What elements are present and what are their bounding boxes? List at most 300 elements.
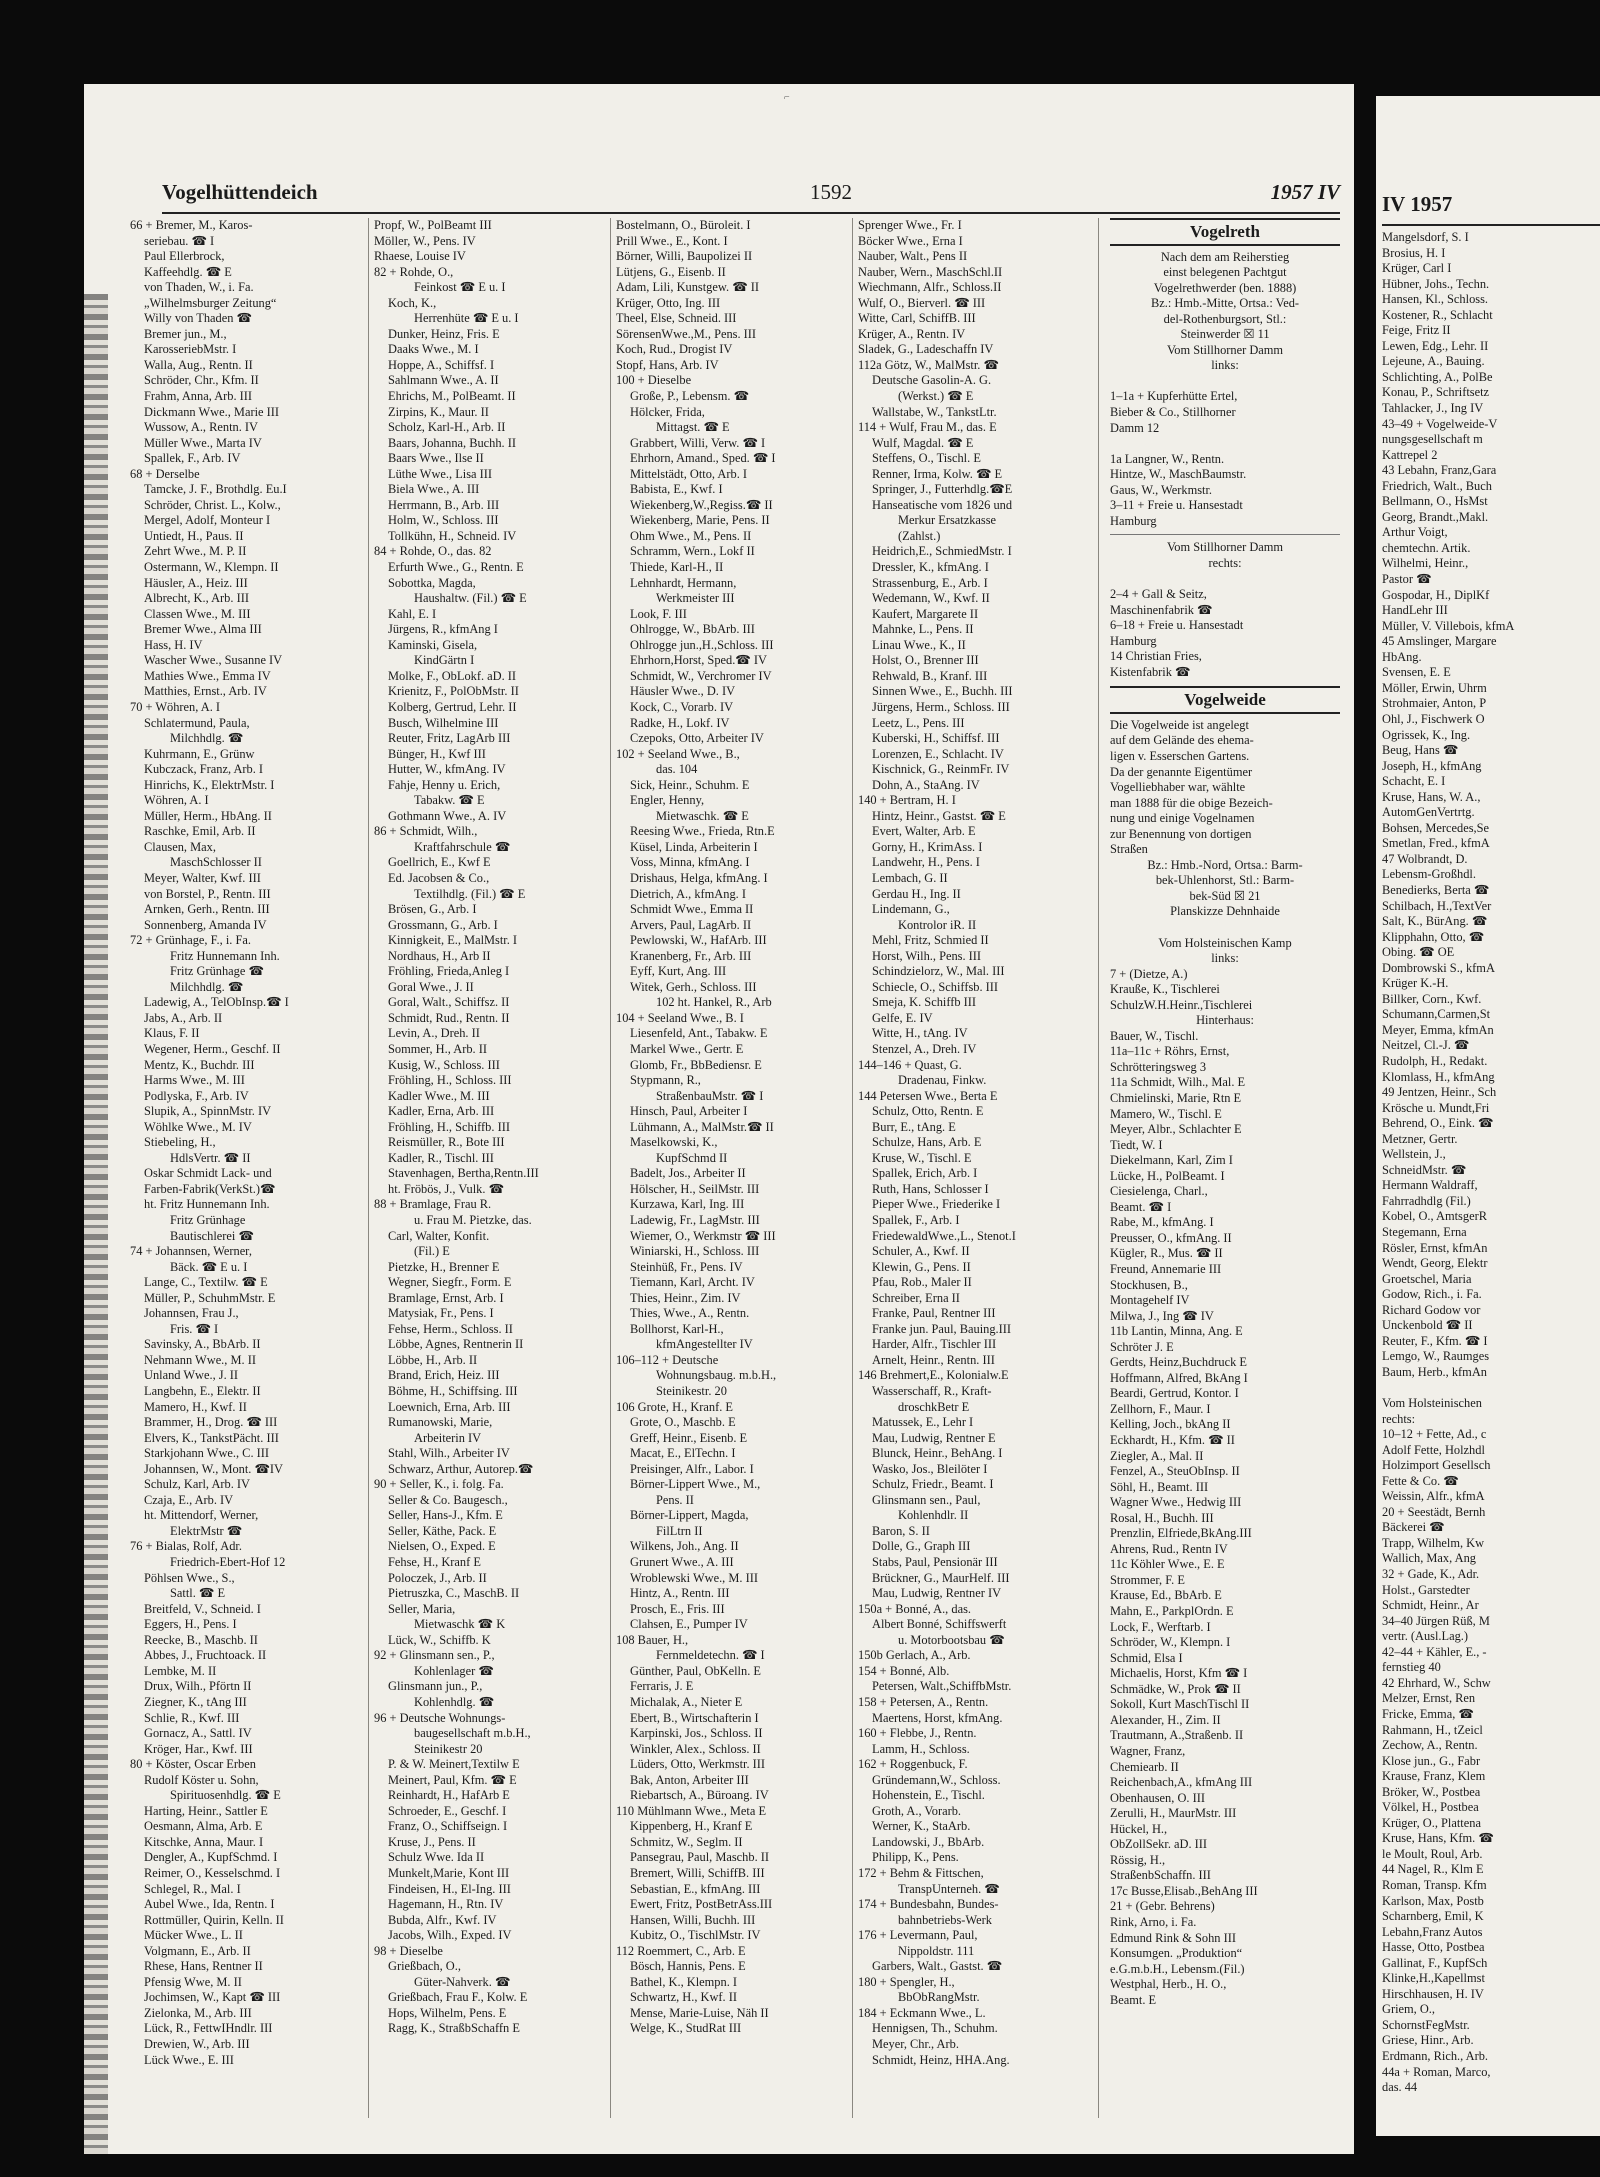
directory-entry: Schlie, R., Kwf. III [144, 1710, 240, 1725]
directory-entry: Wroblewski Wwe., M. III [630, 1570, 758, 1585]
directory-entry: Wohnungsbaug. m.b.H., [656, 1368, 777, 1383]
section-title-vogelweide: Vogelweide [1110, 686, 1340, 714]
directory-entry: Schreiber, Erna II [872, 1290, 960, 1305]
directory-entry: Steinhüß, Fr., Pens. IV [630, 1259, 743, 1274]
directory-entry: Gelfe, E. IV [872, 1010, 933, 1025]
directory-entry: Rhaese, Louise IV [374, 249, 466, 264]
directory-entry: Hansen, Kl., Schloss. [1382, 292, 1489, 307]
directory-entry: Gaus, W., Werkmstr. [1110, 482, 1213, 497]
directory-entry: StraßenbSchaffn. III [1110, 1868, 1211, 1883]
directory-entry: Welge, K., StudRat III [630, 2021, 742, 2036]
directory-entry: Hohenstein, E., Tischl. [872, 1788, 985, 1803]
directory-entry: Carl, Walter, Konfit. [388, 1228, 490, 1243]
directory-entry: 11c Köhler Wwe., E. E [1110, 1557, 1225, 1572]
directory-entry: Rabe, M., kfmAng. I [1110, 1215, 1214, 1230]
directory-entry: 160 + Flebbe, J., Rentn. [858, 1726, 977, 1741]
directory-entry: Pansegrau, Paul, Maschb. II [630, 1850, 770, 1865]
directory-entry: Schrötteringsweg 3 [1110, 1059, 1207, 1074]
directory-entry: vertr. (Ausl.Lag.) [1382, 1629, 1469, 1644]
directory-entry: Arnelt, Heinr., Rentn. III [872, 1352, 995, 1367]
directory-entry: Brand, Erich, Heiz. III [388, 1368, 500, 1383]
directory-entry: u. Motorbootsbau ☎ [898, 1632, 1005, 1647]
column-4 [858, 218, 1088, 2068]
directory-entry: Kügler, R., Mus. ☎ II [1110, 1246, 1223, 1261]
directory-entry: Hinterhaus: [1196, 1013, 1254, 1028]
directory-entry: 42–44 + Kähler, E., - [1382, 1644, 1487, 1659]
directory-entry: 11a–11c + Röhrs, Ernst, [1110, 1044, 1230, 1059]
directory-entry: Freund, Annemarie III [1110, 1262, 1222, 1276]
directory-entry: Werner, K., StaArb. [872, 1819, 971, 1834]
directory-entry: Karlson, Max, Postb [1382, 1893, 1484, 1908]
directory-entry: Dohn, A., StaAng. IV [872, 777, 980, 792]
directory-entry: Munkelt,Marie, Kont III [388, 1865, 510, 1880]
directory-entry: Badelt, Jos., Arbeiter II [630, 1166, 746, 1181]
directory-entry: Stegemann, Erna [1382, 1225, 1467, 1239]
directory-entry: 98 + Dieselbe [374, 1943, 443, 1958]
directory-entry: Mehl, Fritz, Schmied II [872, 933, 989, 948]
directory-entry: Nehmann Wwe., M. II [144, 1352, 256, 1367]
directory-entry: Babista, E., Kwf. I [630, 482, 723, 497]
directory-entry: Meyer, Albr., Schlachter E [1110, 1122, 1242, 1137]
directory-entry: Rumanowski, Marie, [388, 1415, 493, 1430]
directory-entry: KarosseriebMstr. I [144, 342, 237, 357]
directory-entry: Arnken, Gerh., Rentn. III [144, 902, 270, 917]
directory-entry: Rahmann, H., tZeicl [1382, 1722, 1483, 1737]
directory-entry: Bremer Wwe., Alma III [144, 622, 262, 637]
directory-entry: man 1888 für die obige Bezeich- [1110, 795, 1273, 810]
directory-entry [1382, 1380, 1600, 1396]
directory-entry: Haushaltw. (Fil.) ☎ E [414, 591, 527, 606]
directory-entry: Deutsche Gasolin-A. G. [872, 373, 992, 388]
directory-entry: Paul Ellerbrock, [144, 249, 225, 264]
directory-entry: Kruse, Hans, Kfm. ☎ [1382, 1831, 1494, 1846]
directory-entry: Nielsen, O., Exped. E [388, 1539, 496, 1554]
directory-entry: Pietruszka, C., MaschB. II [388, 1586, 520, 1601]
column-divider [610, 218, 611, 2118]
directory-entry: Nach dem am Reiherstieg [1160, 249, 1290, 264]
directory-entry: Kahl, E. I [388, 606, 437, 621]
directory-entry: Dressler, K., kfmAng. I [872, 560, 989, 575]
directory-entry: Metzner, Gertr. [1382, 1131, 1458, 1146]
directory-entry: Oesmann, Alma, Arb. E [144, 1819, 263, 1834]
directory-entry: Ladewig, Fr., LagMstr. III [630, 1213, 760, 1227]
directory-entry: Sonnenberg, Amanda IV [144, 917, 267, 932]
directory-entry: rechts: [1382, 1411, 1416, 1426]
directory-entry: Seller, Hans-J., Kfm. E [388, 1508, 503, 1523]
directory-entry: ht. Fröbös, J., Vulk. ☎ [388, 1181, 505, 1196]
directory-entry: Vom Holsteinischen Kamp [1158, 935, 1292, 950]
directory-entry: Linau Wwe., K., II [872, 637, 966, 652]
directory-entry: Stenzel, A., Dreh. IV [872, 1041, 977, 1056]
directory-entry: Kontrolor iR. II [898, 917, 977, 932]
directory-entry: 172 + Behm & Fittschen, [858, 1865, 984, 1880]
directory-entry: Baars Wwe., Ilse II [388, 451, 484, 466]
directory-entry: 162 + Roggenbuck, F. [858, 1757, 968, 1772]
directory-entry: Eyff, Kurt, Ang. III [630, 964, 727, 979]
directory-entry: Häusler Wwe., D. IV [630, 684, 736, 699]
directory-entry: 158 + Petersen, A., Rentn. [858, 1694, 989, 1709]
directory-entry: Aubel Wwe., Ida, Rentn. I [144, 1897, 275, 1912]
directory-entry: Ziegner, K., tAng III [144, 1694, 247, 1709]
directory-entry: Wöhren, A. I [144, 793, 209, 808]
directory-entry: Lembke, M. II [144, 1663, 217, 1678]
directory-entry: Hamburg [1110, 513, 1157, 528]
directory-entry: Hirschhausen, H. IV [1382, 1986, 1484, 2001]
directory-entry: Schmidt, W., Verchromer IV [630, 668, 772, 683]
directory-entry: Albrecht, K., Arb. III [144, 591, 249, 606]
directory-entry: Schmidt, Heinz, HHA.Ang. [872, 2052, 1010, 2067]
directory-entry: Brammer, H., Drog. ☎ III [144, 1415, 278, 1430]
directory-page-left [84, 84, 1354, 2154]
directory-entry: 44 Nagel, R., Klm E [1382, 1862, 1484, 1877]
directory-entry: Hansen, Willi, Buchh. III [630, 1912, 756, 1927]
directory-entry: Reimer, O., Kesselschmd. I [144, 1865, 281, 1880]
directory-entry: Bramlage, Ernst, Arb. I [388, 1290, 504, 1305]
directory-entry: Klipphahn, Otto, ☎ [1382, 929, 1485, 944]
directory-entry: Kostener, R., Schlacht [1382, 307, 1493, 322]
directory-entry: Schwarz, Arthur, Autorep.☎ [388, 1461, 534, 1476]
directory-entry: „Wilhelmsburger Zeitung“ [144, 295, 277, 310]
directory-entry: 150b Gerlach, A., Arb. [858, 1648, 971, 1663]
directory-entry: Landowski, J., BbArb. [872, 1834, 985, 1849]
directory-entry: Goral Wwe., J. II [388, 979, 474, 994]
directory-entry: Beamt. ☎ I [1110, 1199, 1172, 1214]
directory-entry: Arvers, Paul, LagArb. II [630, 917, 752, 932]
directory-entry: Fröhling, Frieda,Anleg I [388, 964, 510, 979]
directory-entry: Kinnigkeit, E., MalMstr. I [388, 933, 518, 948]
directory-entry: TranspUnterneh. ☎ [898, 1881, 1000, 1896]
directory-entry: Schulz, Friedr., Beamt. I [872, 1477, 994, 1492]
directory-entry: links: [1211, 358, 1239, 373]
directory-entry: Smetlan, Fred., kfmA [1382, 836, 1490, 851]
directory-entry: 76 + Bialas, Rolf, Adr. [130, 1539, 242, 1554]
directory-entry: 66 + Bremer, M., Karos- [130, 218, 253, 232]
directory-entry: Dradenau, Finkw. [898, 1073, 987, 1088]
directory-entry: Engler, Henny, [630, 793, 705, 808]
directory-entry: 11b Lantin, Minna, Ang. E [1110, 1324, 1243, 1339]
directory-entry: Reichenbach,A., kfmAng III [1110, 1775, 1253, 1790]
directory-entry: Rudolf Köster u. Sohn, [144, 1772, 259, 1787]
directory-entry: Hanseatische vom 1826 und [872, 497, 1013, 512]
right-page-header: IV 1957 [1382, 192, 1453, 216]
page-spine-shadow [84, 294, 108, 2154]
section-title-vogelreth: Vogelreth [1110, 218, 1340, 246]
directory-entry: Mahnke, L., Pens. II [872, 622, 974, 637]
directory-entry: Hass, H. IV [144, 637, 203, 652]
directory-entry: Starkjohann Wwe., C. III [144, 1446, 270, 1461]
directory-entry: Ohlrogge, W., BbArb. III [630, 622, 755, 637]
directory-entry: Stabs, Paul, Pensionär III [872, 1555, 998, 1570]
directory-entry: Bostelmann, O., Büroleit. I [616, 218, 751, 232]
directory-entry: Hagemann, H., Rtn. IV [388, 1897, 504, 1912]
directory-entry: Große, P., Lebensm. ☎ [630, 389, 750, 404]
directory-entry: Mietwaschk ☎ K [414, 1617, 506, 1632]
directory-entry: Krüger, Carl I [1382, 261, 1452, 276]
directory-entry: SchneidMstr. ☎ [1382, 1162, 1467, 1177]
directory-entry: Goral, Walt., Schiffsz. II [388, 995, 510, 1010]
directory-entry: ht. Fritz Hunnemann Inh. [144, 1197, 270, 1212]
directory-entry: 114 + Wulf, Frau M., das. E [858, 420, 997, 435]
directory-entry: 184 + Eckmann Wwe., L. [858, 2005, 986, 2020]
directory-entry: Wöhlke Wwe., M. IV [144, 1119, 252, 1134]
directory-entry: Gerdau H., Ing. II [872, 886, 961, 901]
directory-entry: Spallek, F., Arb. I [872, 1213, 960, 1227]
directory-entry: Nauber, Walt., Pens II [858, 249, 968, 264]
directory-entry: Harting, Heinr., Sattler E [144, 1803, 268, 1818]
directory-entry: Tiemann, Karl, Archt. IV [630, 1275, 755, 1290]
directory-entry: Schlichting, A., PolBe [1382, 369, 1493, 384]
directory-entry: Witte, H., tAng. IV [872, 1026, 968, 1041]
directory-entry: Kadler, R., Tischl. III [388, 1150, 494, 1165]
directory-entry: Fritz Grünhage [170, 1213, 246, 1227]
directory-entry: Spallek, F., Arb. IV [144, 451, 241, 466]
directory-entry: Tamcke, J. F., Brothdlg. Eu.I [144, 482, 287, 497]
directory-entry: Seller, Maria, [388, 1601, 456, 1616]
column-divider [1098, 218, 1099, 2118]
directory-entry: Bröker, W., Postbea [1382, 1784, 1481, 1799]
directory-entry: Kohlenhdlr. II [898, 1508, 969, 1523]
vogelweide-entries [1110, 718, 1340, 2008]
directory-entry: Hamburg [1110, 633, 1157, 648]
directory-entry: 112a Götz, W., MalMstr. ☎ [858, 357, 999, 372]
directory-entry: Fritz Hunnemann Inh. [170, 948, 280, 963]
directory-entry: Clausen, Max, [144, 839, 216, 854]
directory-entry: Ohl, J., Fischwerk O [1382, 711, 1485, 726]
directory-entry: ObZollSekr. aD. III [1110, 1837, 1208, 1852]
directory-entry: Fahje, Henny u. Erich, [388, 777, 501, 792]
directory-entry: Kohlenhdlg. ☎ [414, 1694, 495, 1709]
directory-entry: Ed. Jacobsen & Co., [388, 870, 490, 885]
directory-entry: 6–18 + Freie u. Hansestadt [1110, 618, 1244, 633]
directory-entry: Lock, F., Werftarb. I [1110, 1619, 1211, 1634]
directory-entry: Wiemer, O., Werkmstr ☎ III [630, 1228, 776, 1243]
directory-entry: e.G.m.b.H., Lebensm.(Fil.) [1110, 1961, 1245, 1976]
directory-entry: Lühmann, A., MalMstr.☎ II [630, 1119, 774, 1134]
directory-entry: Hintze, W., MaschBaumstr. [1110, 467, 1247, 482]
directory-entry: Meinert, Paul, Kfm. ☎ E [388, 1772, 517, 1787]
directory-entry: Möller, W., Pens. IV [374, 233, 476, 248]
directory-entry: Krause, Franz, Klem [1382, 1769, 1486, 1784]
directory-entry: Czaja, E., Arb. IV [144, 1492, 234, 1507]
directory-entry: Lamm, H., Schloss. [872, 1741, 970, 1756]
directory-entry: rechts: [1208, 555, 1242, 570]
directory-entry: Schmidt, Heinr., Ar [1382, 1598, 1479, 1613]
directory-entry: Langbehn, E., Elektr. II [144, 1384, 261, 1399]
directory-entry: 82 + Rohde, O., [374, 264, 454, 279]
directory-entry: Scholz, Karl-H., Arb. II [388, 420, 506, 435]
directory-entry: Winkler, Alex., Schloss. II [630, 1741, 761, 1756]
directory-entry: von Thaden, W., i. Fa. [144, 280, 254, 295]
directory-entry: Hops, Wilhelm, Pens. E [388, 2005, 507, 2020]
directory-entry: Montagehelf IV [1110, 1293, 1190, 1308]
directory-entry: Mangelsdorf, S. I [1382, 230, 1469, 244]
directory-entry: Clahsen, E., Pumper IV [630, 1617, 748, 1632]
directory-entry: HbAng. [1382, 649, 1422, 664]
directory-entry: Adolf Fette, Holzhdl [1382, 1442, 1485, 1457]
directory-entry: Dickmann Wwe., Marie III [144, 404, 279, 419]
directory-entry: Kranenberg, Fr., Arb. III [630, 948, 752, 963]
column-5 [1110, 218, 1340, 2008]
directory-entry: Dolle, G., Graph III [872, 1539, 971, 1554]
directory-entry: Ehrichs, M., PolBeamt. II [388, 389, 516, 404]
directory-entry: Börner-Lippert, Magda, [630, 1508, 749, 1523]
directory-entry: Schmädke, W., Prok ☎ II [1110, 1681, 1241, 1696]
directory-entry: Hutter, W., kfmAng. IV [388, 762, 506, 777]
directory-entry: Thies, Wwe., A., Rentn. [630, 1306, 750, 1321]
directory-entry: Grote, O., Maschb. E [630, 1415, 736, 1430]
directory-entry: Schiecle, O., Schiffsb. III [872, 979, 999, 994]
directory-entry: Pfensig Wwe, M. II [144, 1974, 242, 1989]
directory-entry: Sick, Heinr., Schuhm. E [630, 777, 750, 792]
directory-entry: Heidrich,E., SchmiedMstr. I [872, 544, 1012, 559]
directory-entry: 34–40 Jürgen Rüß, M [1382, 1613, 1490, 1628]
directory-entry: Winiarski, H., Schloss. III [630, 1244, 760, 1259]
directory-entry: Billker, Corn., Kwf. [1382, 991, 1482, 1006]
directory-entry: Mense, Marie-Luise, Näh II [630, 2005, 769, 2020]
directory-entry: Bremer jun., M., [144, 326, 227, 341]
directory-entry: das. 104 [656, 762, 698, 777]
directory-entry: Matussek, E., Lehr I [872, 1415, 974, 1430]
directory-entry: Baum, Herb., kfmAn [1382, 1364, 1487, 1379]
directory-entry: Lüthe Wwe., Lisa III [388, 466, 493, 481]
directory-entry: (Zahlst.) [898, 528, 941, 543]
directory-entry: Drishaus, Helga, kfmAng. I [630, 870, 768, 885]
directory-entry: Grießbach, O., [388, 1959, 461, 1974]
directory-entry: Bz.: Hmb.-Mitte, Ortsa.: Ved- [1150, 296, 1300, 311]
directory-entry: Schulz, Otto, Rentn. E [872, 1104, 984, 1119]
directory-entry: Vom Stillhorner Damm [1166, 540, 1284, 555]
directory-entry: 74 + Johannsen, Werner, [130, 1244, 252, 1259]
directory-entry: Schindzielorz, W., Mal. III [872, 964, 1005, 979]
directory-entry: Schwartz, H., Kwf. II [630, 1990, 738, 2005]
directory-entry: Kadler Wwe., M. III [388, 1088, 490, 1103]
directory-entry: Hoffmann, Alfred, BkAng I [1110, 1370, 1248, 1385]
directory-entry: Wegner, Siegfr., Form. E [388, 1275, 512, 1290]
directory-entry: Wagner, Franz, [1110, 1743, 1186, 1758]
directory-entry: 92 + Glinsmann sen., P., [374, 1648, 495, 1663]
directory-entry: Wendt, Georg, Elektr [1382, 1256, 1488, 1271]
directory-entry: Hübner, Johs., Techn. [1382, 276, 1490, 291]
directory-entry: Rehwald, B., Kranf. III [872, 668, 988, 683]
directory-entry: Jürgens, R., kfmAng I [388, 622, 498, 637]
directory-entry: Gerdts, Heinz,Buchdruck E [1110, 1355, 1247, 1370]
directory-entry: Pietzke, H., Brenner E [388, 1259, 500, 1274]
directory-entry: bek-Uhlenhorst, Stl.: Barm- [1155, 873, 1295, 888]
directory-entry: Grießbach, Frau F., Kolw. E [388, 1990, 528, 2005]
directory-entry: Witte, Carl, SchiffB. III [858, 311, 976, 326]
directory-entry: Müller Wwe., Marta IV [144, 435, 262, 450]
directory-entry: Daaks Wwe., M. I [388, 342, 479, 357]
directory-entry: Löbbe, Agnes, Rentnerin II [388, 1337, 524, 1352]
directory-entry: Straßen [1110, 842, 1148, 857]
directory-entry: Tabakw. ☎ E [414, 793, 485, 808]
directory-entry: bek-Süd ☒ 21 [1189, 888, 1261, 903]
section-divider [1110, 534, 1340, 535]
directory-entry: Franke jun. Paul, Bauing.III [872, 1321, 1012, 1336]
directory-entry: Bz.: Hmb.-Nord, Ortsa.: Barm- [1147, 857, 1303, 872]
directory-entry: Maertens, Horst, kfmAng. [872, 1710, 1003, 1725]
directory-entry: Schlatermund, Paula, [144, 715, 250, 730]
directory-entry: Schacht, E. I [1382, 774, 1446, 789]
directory-entry: Kobel, O., AmtsgerR [1382, 1209, 1487, 1224]
directory-entry: Dombrowski S., kfmA [1382, 960, 1495, 975]
directory-entry: Grabbert, Willi, Verw. ☎ I [630, 435, 766, 450]
directory-entry: Kaufert, Margarete II [872, 606, 979, 621]
directory-entry: Burr, E., tAng. E [872, 1119, 956, 1134]
directory-entry: Mergel, Adolf, Monteur I [144, 513, 271, 528]
directory-entry: Krüger, O., Plattena [1382, 1815, 1481, 1830]
directory-entry: 100 + Dieselbe [616, 373, 692, 388]
directory-entry [1110, 571, 1340, 587]
directory-entry: Nordhaus, H., Arb II [388, 948, 491, 963]
directory-entry: Ladewig, A., TelObInsp.☎ I [144, 995, 289, 1010]
directory-entry: Mamero, H., Kwf. II [144, 1399, 247, 1414]
directory-entry: Landwehr, H., Pens. I [872, 855, 980, 870]
directory-entry: Weissin, Alfr., kfmA [1382, 1489, 1485, 1504]
directory-entry: Kuberski, H., Schiffsf. III [872, 731, 1000, 746]
directory-entry: 154 + Bonné, Alb. [858, 1663, 950, 1678]
directory-entry: Feinkost ☎ E u. I [414, 280, 506, 295]
directory-entry: 49 Jentzen, Heinr., Sch [1382, 1085, 1497, 1100]
directory-entry: Goellrich, E., Kwf E [388, 855, 491, 870]
directory-entry: Matthies, Ernst., Arb. IV [144, 684, 267, 699]
directory-entry: Strommer, F. E [1110, 1572, 1185, 1587]
directory-entry: Hinrichs, K., ElektrMstr. I [144, 777, 275, 792]
directory-entry: Strassenburg, E., Arb. I [872, 575, 988, 590]
directory-entry: Kubitz, O., TischlMstr. IV [630, 1928, 761, 1943]
directory-entry: Molke, F., ObLokf. aD. II [388, 668, 517, 683]
directory-entry: Sokoll, Kurt MaschTischl II [1110, 1697, 1250, 1712]
directory-entry: Bünger, H., Kwf III [388, 746, 486, 761]
directory-entry: Behrend, O., Eink. ☎ [1382, 1116, 1494, 1131]
directory-entry: Kurzawa, Karl, Ing. III [630, 1197, 745, 1212]
directory-entry: Lange, C., Textilw. ☎ E [144, 1275, 268, 1290]
directory-entry: Lück Wwe., E. III [144, 2052, 234, 2067]
directory-entry: Pastor ☎ [1382, 572, 1432, 587]
directory-entry: Rosal, H., Buchh. III [1110, 1510, 1214, 1525]
directory-entry: 84 + Rohde, O., das. 82 [374, 544, 492, 559]
directory-entry: Schumann,Carmen,St [1382, 1007, 1491, 1022]
directory-entry: Scharnberg, Emil, K [1382, 1909, 1484, 1924]
directory-entry: del-Rothenburgsort, Stl.: [1163, 311, 1287, 326]
directory-entry: Sprenger Wwe., Fr. I [858, 218, 962, 232]
directory-entry: Hermann Waldraff, [1382, 1178, 1478, 1193]
directory-entry: Seller & Co. Baugesch., [388, 1492, 508, 1507]
directory-entry: Brosius, H. I [1382, 245, 1446, 260]
directory-entry: Bauer, W., Tischl. [1110, 1028, 1199, 1043]
directory-entry: 150a + Bonné, A., das. [858, 1601, 971, 1616]
directory-entry: Matysiak, Fr., Pens. I [388, 1306, 494, 1321]
directory-entry: Konsumgen. „Produktion“ [1110, 1946, 1243, 1961]
directory-entry: Fehse, Herm., Schloss. II [388, 1321, 513, 1336]
directory-entry: Böhme, H., Schiffsing. III [388, 1384, 518, 1399]
directory-entry: HdlsVertr. ☎ II [170, 1150, 251, 1165]
directory-entry: Arthur Voigt, [1382, 525, 1448, 540]
directory-entry: Prenzlin, Elfriede,BkAng.III [1110, 1526, 1252, 1541]
print-mark: ⌐ [784, 92, 790, 103]
directory-entry: Holm, W., Schloss. III [388, 513, 499, 528]
directory-entry: Koch, Rud., Drogist IV [616, 342, 733, 357]
directory-entry: Philipp, K., Pens. [872, 1850, 959, 1865]
directory-entry: Reesing Wwe., Frieda, Rtn.E [630, 824, 775, 839]
directory-entry: Zirpins, K., Maur. II [388, 404, 489, 419]
directory-entry: Pens. II [656, 1492, 694, 1507]
directory-entry: Schröder, Chr., Kfm. II [144, 373, 259, 388]
directory-entry [1110, 920, 1340, 936]
directory-entry: Levin, A., Dreh. II [388, 1026, 480, 1041]
directory-entry: Jabs, A., Arb. II [144, 1010, 223, 1025]
directory-entry: 20 + Seestädt, Bernh [1382, 1504, 1486, 1519]
